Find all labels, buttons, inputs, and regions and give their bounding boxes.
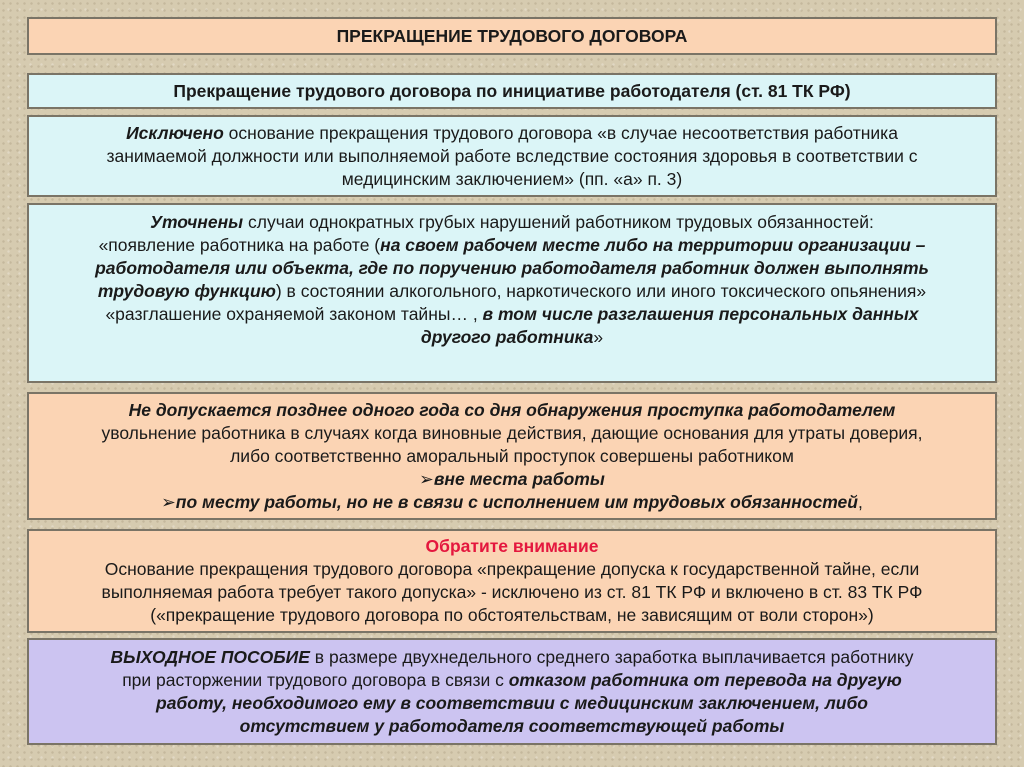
deadline-line-1: Не допускается позднее одного года со дня обнаружения проступка работодателем: [128, 399, 896, 420]
arrow-bullet-icon: ➢: [419, 468, 434, 489]
clarified-block: [27, 203, 997, 383]
deadline-line-3: либо соответственно аморальный проступок совершены работником: [230, 445, 794, 466]
attention-line-3: («прекращение трудового договора по обстоятельствам, не зависящим от воли сторон»): [150, 605, 874, 625]
deadline-block: [27, 392, 997, 520]
clarified-line-4: [98, 280, 926, 303]
excluded-line-2: занимаемой должности или выполняемой работе вследствие состояния здоровья в соответствии с: [106, 145, 918, 166]
severance-block: [27, 638, 997, 745]
clarified-l2a: «появление работника на работе (: [98, 235, 381, 255]
excluded-block: [27, 115, 997, 197]
attention-heading: Обратите внимание: [425, 536, 599, 556]
clarified-line-5: [105, 303, 918, 326]
arrow-bullet-icon: ➢: [161, 491, 176, 512]
severance-l2b: отказом работника от перевода на другую: [508, 669, 902, 690]
clarified-l5b: в том числе разглашения персональных данных: [477, 304, 919, 324]
excluded-lead: Исключено: [126, 122, 224, 143]
clarified-line-6: [421, 326, 603, 349]
severance-l2a: при расторжении трудового договора в связи с: [122, 669, 509, 690]
excluded-line-3: медицинским заключением» (пп. «а» п. 3): [341, 168, 683, 189]
deadline-bullet-2: [161, 491, 863, 514]
attention-line-2: выполняемая работа требует такого допуска» - исключено из ст. 81 ТК РФ и включено в ст. 83 ТК РФ: [101, 582, 923, 602]
clarified-l6b: »: [593, 327, 604, 347]
deadline-b2: по месту работы, но не в связи с исполнением им трудовых обязанностей: [175, 491, 858, 512]
clarified-line-3: работодателя или объекта, где по поручению работодателя работник должен выполнять: [95, 258, 929, 278]
deadline-b2-tail: ,: [857, 491, 863, 512]
clarified-l2b: на своем рабочем месте либо на территории организации –: [380, 235, 926, 255]
deadline-line-2: увольнение работника в случаях когда виновные действия, дающие основания для утраты доверия,: [101, 422, 923, 443]
severance-line-1: [110, 646, 913, 669]
page-title-box: [27, 17, 997, 55]
severance-line-4: отсутствием у работодателя соответствующей работы: [239, 715, 785, 736]
excluded-line-1: [126, 122, 898, 145]
subtitle-box: [27, 73, 997, 109]
page-title: ПРЕКРАЩЕНИЕ ТРУДОВОГО ДОГОВОРА: [336, 25, 688, 46]
clarified-l6a: другого работника: [420, 327, 594, 347]
clarified-text-1: случаи однократных грубых нарушений работником трудовых обязанностей:: [243, 212, 874, 232]
clarified-line-2: [99, 234, 926, 257]
clarified-l5a: «разглашение охраняемой законом тайны… ,: [105, 304, 478, 324]
clarified-l4a: трудовую функцию: [97, 281, 276, 301]
attention-block: [27, 529, 997, 633]
excluded-text-1: основание прекращения трудового договора «в случае несоответствия работника: [223, 122, 898, 143]
deadline-bullet-1: [419, 468, 605, 491]
severance-line-2: [122, 669, 902, 692]
clarified-lead: Уточнены: [150, 212, 244, 232]
severance-line-3: работу, необходимого ему в соответствии с медицинским заключением, либо: [156, 692, 868, 713]
deadline-b1: вне места работы: [433, 468, 605, 489]
subtitle: Прекращение трудового договора по инициативе работодателя (ст. 81 ТК РФ): [173, 80, 851, 101]
clarified-line-1: [150, 211, 874, 234]
severance-lead: ВЫХОДНОЕ ПОСОБИЕ: [110, 646, 310, 667]
attention-line-1: Основание прекращения трудового договора «прекращение допуска к государственной тайне, если: [104, 559, 920, 579]
severance-l1: в размере двухнедельного среднего заработка выплачивается работнику: [309, 646, 914, 667]
clarified-l4b: ) в состоянии алкогольного, наркотического или иного токсического опьянения»: [275, 281, 927, 301]
